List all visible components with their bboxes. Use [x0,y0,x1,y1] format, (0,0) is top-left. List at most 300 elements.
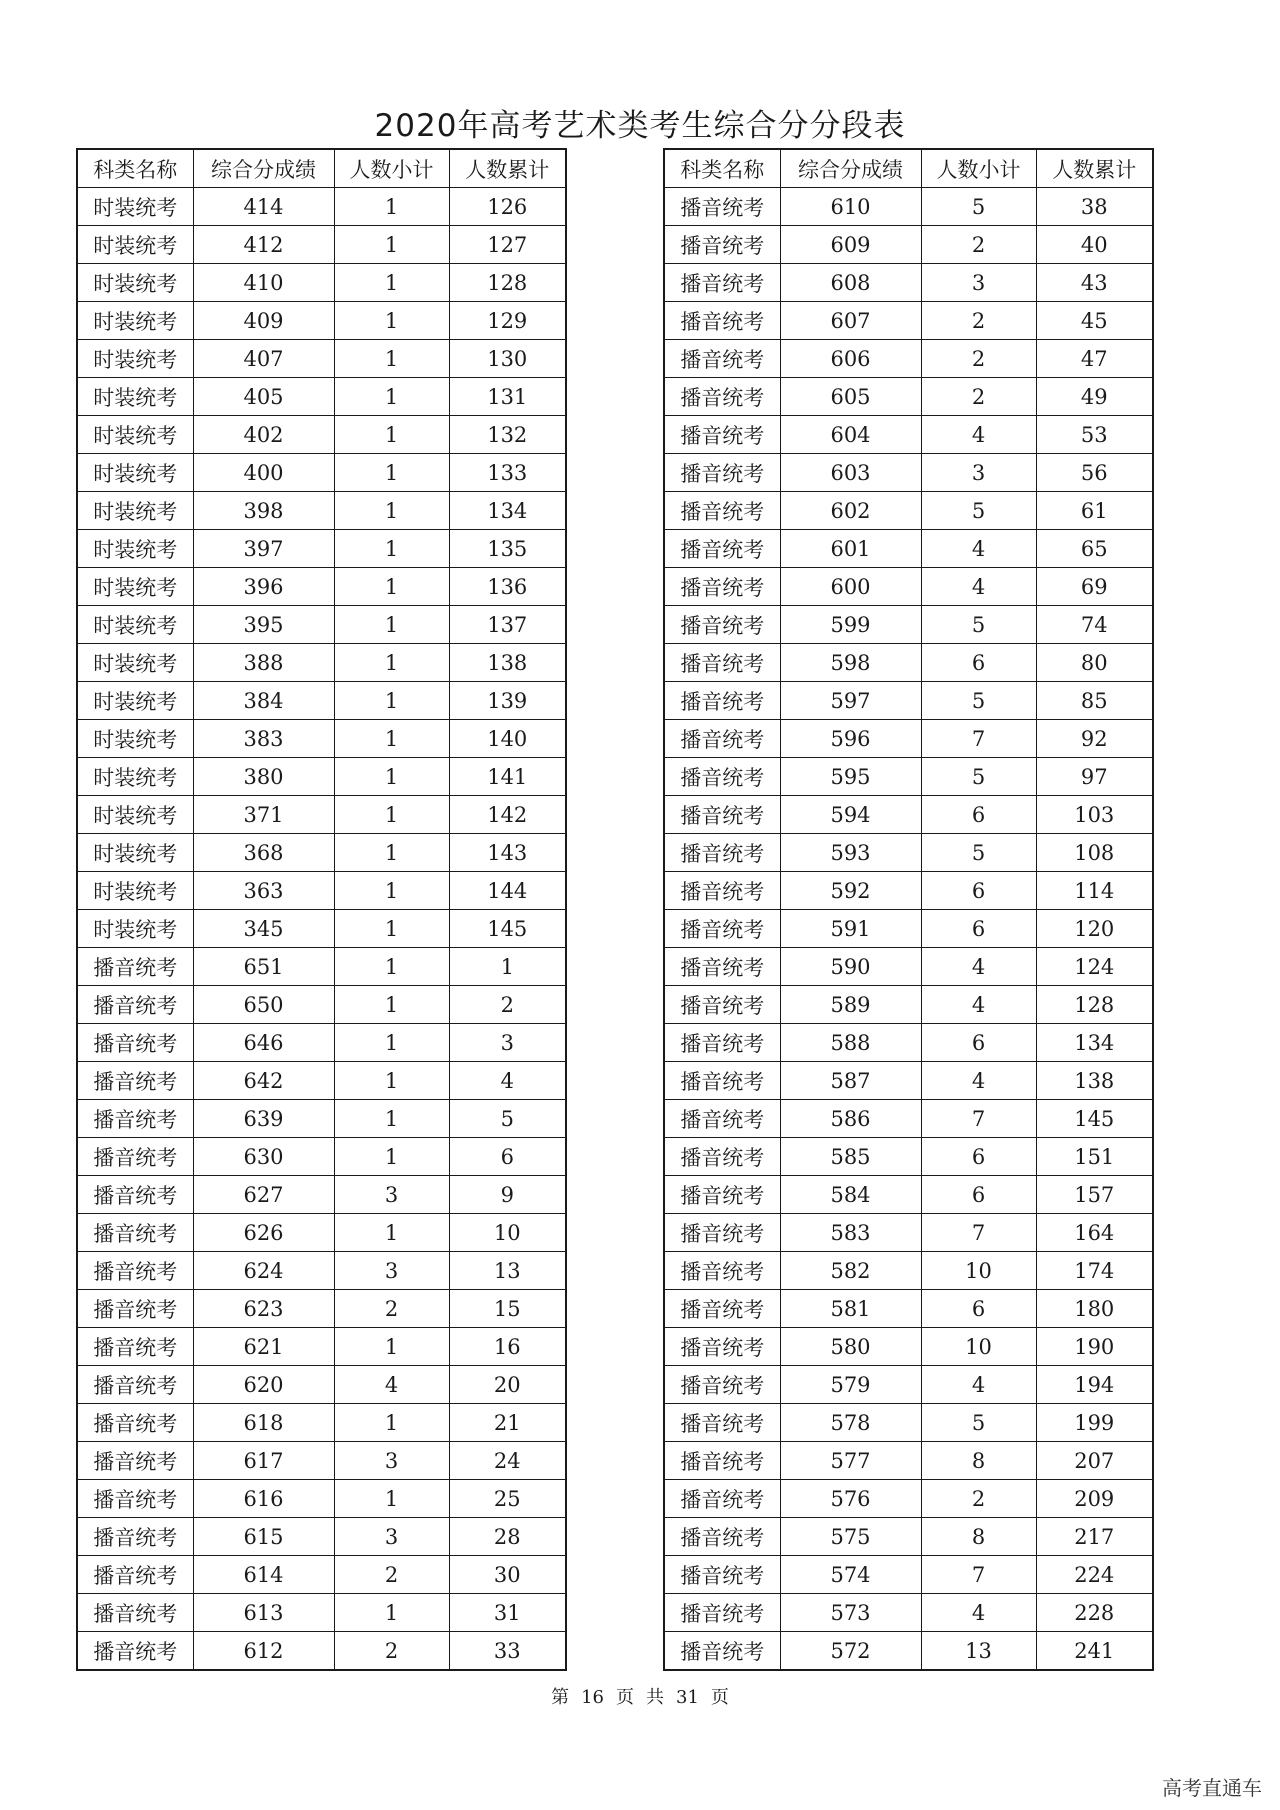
cell-score: 621 [193,1328,334,1366]
cell-cumulative: 151 [1036,1138,1153,1176]
cell-count: 1 [334,1404,449,1442]
cell-cumulative: 53 [1036,416,1153,454]
cell-category: 播音统考 [664,454,780,492]
cell-score: 405 [193,378,334,416]
cell-score: 577 [780,1442,921,1480]
cell-score: 587 [780,1062,921,1100]
cell-cumulative: 97 [1036,758,1153,796]
cell-count: 6 [921,1176,1036,1214]
cell-cumulative: 65 [1036,530,1153,568]
cell-count: 3 [921,264,1036,302]
cell-count: 1 [334,416,449,454]
cell-cumulative: 69 [1036,568,1153,606]
watermark-text: 高考直通车 [1162,1776,1262,1800]
cell-score: 605 [780,378,921,416]
cell-score: 610 [780,188,921,226]
cell-count: 1 [334,1100,449,1138]
table-row [664,302,1153,340]
table-row [664,1176,1153,1214]
cell-count: 1 [334,492,449,530]
header-cumulative: 人数累计 [449,149,566,188]
cell-score: 580 [780,1328,921,1366]
cell-cumulative: 6 [449,1138,566,1176]
cell-cumulative: 199 [1036,1404,1153,1442]
cell-count: 8 [921,1518,1036,1556]
cell-count: 1 [334,226,449,264]
cell-score: 396 [193,568,334,606]
cell-count: 1 [334,378,449,416]
table-row [77,492,566,530]
cell-count: 1 [334,1594,449,1632]
cell-count: 6 [921,910,1036,948]
cell-count: 1 [334,1480,449,1518]
table-row [77,1556,566,1594]
cell-category: 播音统考 [664,1062,780,1100]
footer-prefix: 第 [551,1687,570,1708]
cell-score: 407 [193,340,334,378]
cell-cumulative: 127 [449,226,566,264]
cell-score: 579 [780,1366,921,1404]
cell-category: 播音统考 [77,1442,193,1480]
cell-category: 播音统考 [77,1594,193,1632]
table-row [664,1366,1153,1404]
cell-cumulative: 134 [449,492,566,530]
cell-category: 播音统考 [77,1480,193,1518]
cell-category: 播音统考 [664,1138,780,1176]
cell-score: 395 [193,606,334,644]
cell-score: 585 [780,1138,921,1176]
cell-cumulative: 135 [449,530,566,568]
cell-count: 8 [921,1442,1036,1480]
cell-score: 400 [193,454,334,492]
cell-cumulative: 56 [1036,454,1153,492]
cell-category: 时装统考 [77,492,193,530]
table-row [664,188,1153,226]
cell-count: 2 [921,1480,1036,1518]
cell-score: 593 [780,834,921,872]
cell-score: 582 [780,1252,921,1290]
table-row [664,986,1153,1024]
footer-page-word: 页 [616,1687,634,1708]
table-row [664,910,1153,948]
cell-count: 4 [921,416,1036,454]
table-row [664,1214,1153,1252]
cell-count: 1 [334,1062,449,1100]
cell-category: 播音统考 [664,644,780,682]
cell-category: 播音统考 [664,910,780,948]
cell-category: 播音统考 [664,606,780,644]
cell-category: 播音统考 [664,530,780,568]
table-row [77,416,566,454]
cell-score: 573 [780,1594,921,1632]
table-row [77,264,566,302]
cell-cumulative: 134 [1036,1024,1153,1062]
cell-count: 4 [921,1366,1036,1404]
cell-score: 589 [780,986,921,1024]
cell-score: 600 [780,568,921,606]
cell-count: 7 [921,1214,1036,1252]
table-row [664,682,1153,720]
table-row [664,1328,1153,1366]
cell-category: 播音统考 [664,834,780,872]
cell-category: 时装统考 [77,644,193,682]
cell-count: 7 [921,1100,1036,1138]
cell-score: 397 [193,530,334,568]
cell-cumulative: 144 [449,872,566,910]
cell-count: 1 [334,340,449,378]
table-row [77,1632,566,1671]
cell-cumulative: 207 [1036,1442,1153,1480]
cell-score: 584 [780,1176,921,1214]
cell-cumulative: 217 [1036,1518,1153,1556]
table-row [664,530,1153,568]
cell-score: 623 [193,1290,334,1328]
cell-cumulative: 10 [449,1214,566,1252]
cell-category: 时装统考 [77,530,193,568]
cell-category: 时装统考 [77,682,193,720]
cell-count: 2 [921,340,1036,378]
cell-cumulative: 40 [1036,226,1153,264]
cell-count: 3 [334,1442,449,1480]
table-row [77,606,566,644]
table-row [664,416,1153,454]
cell-category: 播音统考 [664,986,780,1024]
table-header-row [664,149,1153,188]
cell-cumulative: 133 [449,454,566,492]
cell-category: 播音统考 [77,948,193,986]
cell-count: 6 [921,872,1036,910]
cell-count: 3 [334,1176,449,1214]
cell-cumulative: 180 [1036,1290,1153,1328]
cell-score: 398 [193,492,334,530]
cell-count: 6 [921,796,1036,834]
cell-count: 6 [921,1290,1036,1328]
table-row [664,1138,1153,1176]
cell-score: 371 [193,796,334,834]
table-row [77,1404,566,1442]
cell-cumulative: 49 [1036,378,1153,416]
footer-total-pages: 31 [676,1687,699,1708]
table-row [664,568,1153,606]
table-row [664,1442,1153,1480]
cell-category: 播音统考 [77,1404,193,1442]
cell-count: 10 [921,1328,1036,1366]
cell-count: 3 [921,454,1036,492]
cell-score: 412 [193,226,334,264]
cell-score: 384 [193,682,334,720]
cell-category: 时装统考 [77,758,193,796]
table-row [664,720,1153,758]
cell-cumulative: 4 [449,1062,566,1100]
cell-count: 4 [921,986,1036,1024]
cell-score: 604 [780,416,921,454]
cell-count: 1 [334,872,449,910]
table-row [664,1100,1153,1138]
cell-score: 572 [780,1632,921,1671]
cell-category: 时装统考 [77,340,193,378]
cell-cumulative: 137 [449,606,566,644]
cell-category: 播音统考 [77,1214,193,1252]
score-table-left [76,148,567,1671]
cell-category: 时装统考 [77,188,193,226]
cell-cumulative: 143 [449,834,566,872]
cell-count: 2 [334,1632,449,1671]
cell-category: 播音统考 [77,1176,193,1214]
cell-category: 时装统考 [77,568,193,606]
cell-category: 时装统考 [77,872,193,910]
cell-count: 1 [334,910,449,948]
table-row [664,226,1153,264]
cell-category: 播音统考 [664,264,780,302]
cell-count: 1 [334,796,449,834]
table-row [664,1252,1153,1290]
cell-count: 2 [921,378,1036,416]
cell-cumulative: 92 [1036,720,1153,758]
cell-cumulative: 129 [449,302,566,340]
cell-cumulative: 139 [449,682,566,720]
cell-cumulative: 20 [449,1366,566,1404]
cell-cumulative: 13 [449,1252,566,1290]
header-score: 综合分成绩 [780,149,921,188]
cell-score: 601 [780,530,921,568]
table-row [77,872,566,910]
cell-cumulative: 120 [1036,910,1153,948]
header-score: 综合分成绩 [193,149,334,188]
cell-count: 1 [334,720,449,758]
table-row [77,302,566,340]
cell-cumulative: 33 [449,1632,566,1671]
footer-current-page: 16 [581,1687,604,1708]
cell-count: 4 [921,948,1036,986]
cell-score: 613 [193,1594,334,1632]
cell-count: 1 [334,834,449,872]
footer-total-word: 共 [646,1687,664,1708]
cell-score: 583 [780,1214,921,1252]
cell-count: 2 [921,302,1036,340]
cell-category: 播音统考 [664,416,780,454]
cell-category: 播音统考 [664,758,780,796]
cell-cumulative: 80 [1036,644,1153,682]
table-row [77,1366,566,1404]
table-row [77,1480,566,1518]
cell-cumulative: 124 [1036,948,1153,986]
cell-category: 播音统考 [77,1024,193,1062]
cell-category: 播音统考 [664,1480,780,1518]
cell-score: 642 [193,1062,334,1100]
cell-count: 1 [334,1328,449,1366]
cell-cumulative: 145 [1036,1100,1153,1138]
table-row [664,264,1153,302]
table-row [77,568,566,606]
cell-cumulative: 128 [449,264,566,302]
table-row [664,1632,1153,1671]
cell-score: 578 [780,1404,921,1442]
cell-category: 播音统考 [77,1328,193,1366]
header-category: 科类名称 [77,149,193,188]
cell-cumulative: 24 [449,1442,566,1480]
cell-count: 1 [334,1024,449,1062]
table-row [664,1404,1153,1442]
cell-score: 599 [780,606,921,644]
cell-category: 播音统考 [664,340,780,378]
cell-category: 时装统考 [77,720,193,758]
cell-score: 608 [780,264,921,302]
table-row [664,492,1153,530]
cell-category: 播音统考 [77,1290,193,1328]
table-row [77,1062,566,1100]
table-row [77,796,566,834]
page-footer [0,1683,1280,1709]
table-row [77,1328,566,1366]
cell-count: 10 [921,1252,1036,1290]
cell-score: 606 [780,340,921,378]
cell-category: 播音统考 [664,1290,780,1328]
cell-score: 574 [780,1556,921,1594]
cell-score: 581 [780,1290,921,1328]
table-row [77,1442,566,1480]
cell-score: 598 [780,644,921,682]
cell-count: 4 [921,530,1036,568]
table-row [664,1556,1153,1594]
table-row [77,1594,566,1632]
cell-category: 时装统考 [77,416,193,454]
cell-category: 播音统考 [664,1328,780,1366]
cell-category: 播音统考 [664,378,780,416]
cell-category: 时装统考 [77,302,193,340]
cell-cumulative: 5 [449,1100,566,1138]
cell-cumulative: 2 [449,986,566,1024]
cell-category: 播音统考 [664,1556,780,1594]
cell-count: 1 [334,454,449,492]
cell-cumulative: 209 [1036,1480,1153,1518]
cell-score: 575 [780,1518,921,1556]
table-row [664,796,1153,834]
cell-category: 时装统考 [77,264,193,302]
table-row [77,682,566,720]
cell-score: 588 [780,1024,921,1062]
table-row [77,188,566,226]
cell-score: 576 [780,1480,921,1518]
cell-category: 播音统考 [664,1442,780,1480]
table-row [664,1062,1153,1100]
cell-category: 播音统考 [664,872,780,910]
table-row [664,1594,1153,1632]
cell-count: 4 [921,568,1036,606]
cell-score: 630 [193,1138,334,1176]
page-title: 2020年高考艺术类考生综合分分段表 [374,108,906,144]
cell-category: 时装统考 [77,910,193,948]
table-row [664,644,1153,682]
cell-cumulative: 228 [1036,1594,1153,1632]
cell-category: 播音统考 [664,302,780,340]
cell-score: 592 [780,872,921,910]
cell-cumulative: 128 [1036,986,1153,1024]
cell-cumulative: 85 [1036,682,1153,720]
cell-score: 603 [780,454,921,492]
cell-category: 播音统考 [664,720,780,758]
table-header-row [77,149,566,188]
header-category: 科类名称 [664,149,780,188]
table-row [77,948,566,986]
cell-cumulative: 3 [449,1024,566,1062]
cell-count: 1 [334,606,449,644]
table-row [664,758,1153,796]
cell-score: 617 [193,1442,334,1480]
cell-category: 播音统考 [664,948,780,986]
cell-count: 5 [921,834,1036,872]
cell-count: 13 [921,1632,1036,1671]
table-row [77,644,566,682]
table-row [77,1518,566,1556]
table-row [77,378,566,416]
cell-count: 7 [921,720,1036,758]
cell-score: 614 [193,1556,334,1594]
cell-category: 播音统考 [664,1214,780,1252]
cell-cumulative: 30 [449,1556,566,1594]
table-row [77,758,566,796]
cell-count: 5 [921,188,1036,226]
cell-score: 345 [193,910,334,948]
cell-category: 播音统考 [77,1100,193,1138]
cell-count: 2 [334,1556,449,1594]
cell-count: 1 [334,644,449,682]
cell-count: 1 [334,264,449,302]
cell-score: 380 [193,758,334,796]
cell-category: 时装统考 [77,796,193,834]
cell-score: 414 [193,188,334,226]
table-row [664,1290,1153,1328]
cell-cumulative: 126 [449,188,566,226]
cell-cumulative: 43 [1036,264,1153,302]
cell-category: 播音统考 [664,1632,780,1671]
cell-cumulative: 190 [1036,1328,1153,1366]
cell-category: 播音统考 [77,1632,193,1671]
cell-cumulative: 145 [449,910,566,948]
cell-cumulative: 142 [449,796,566,834]
cell-category: 播音统考 [77,1138,193,1176]
cell-score: 388 [193,644,334,682]
cell-count: 5 [921,758,1036,796]
cell-category: 时装统考 [77,834,193,872]
cell-count: 1 [334,1214,449,1252]
cell-cumulative: 28 [449,1518,566,1556]
cell-cumulative: 241 [1036,1632,1153,1671]
cell-cumulative: 131 [449,378,566,416]
cell-score: 594 [780,796,921,834]
cell-cumulative: 74 [1036,606,1153,644]
cell-score: 639 [193,1100,334,1138]
cell-count: 5 [921,682,1036,720]
header-cumulative: 人数累计 [1036,149,1153,188]
cell-cumulative: 16 [449,1328,566,1366]
cell-category: 播音统考 [664,682,780,720]
cell-score: 402 [193,416,334,454]
cell-count: 1 [334,758,449,796]
cell-count: 1 [334,568,449,606]
cell-count: 1 [334,682,449,720]
cell-count: 5 [921,606,1036,644]
cell-category: 播音统考 [77,1366,193,1404]
table-row [77,530,566,568]
cell-score: 597 [780,682,921,720]
cell-count: 2 [921,226,1036,264]
cell-cumulative: 103 [1036,796,1153,834]
cell-category: 播音统考 [664,1594,780,1632]
table-row [77,986,566,1024]
cell-score: 607 [780,302,921,340]
cell-score: 383 [193,720,334,758]
table-row [664,454,1153,492]
